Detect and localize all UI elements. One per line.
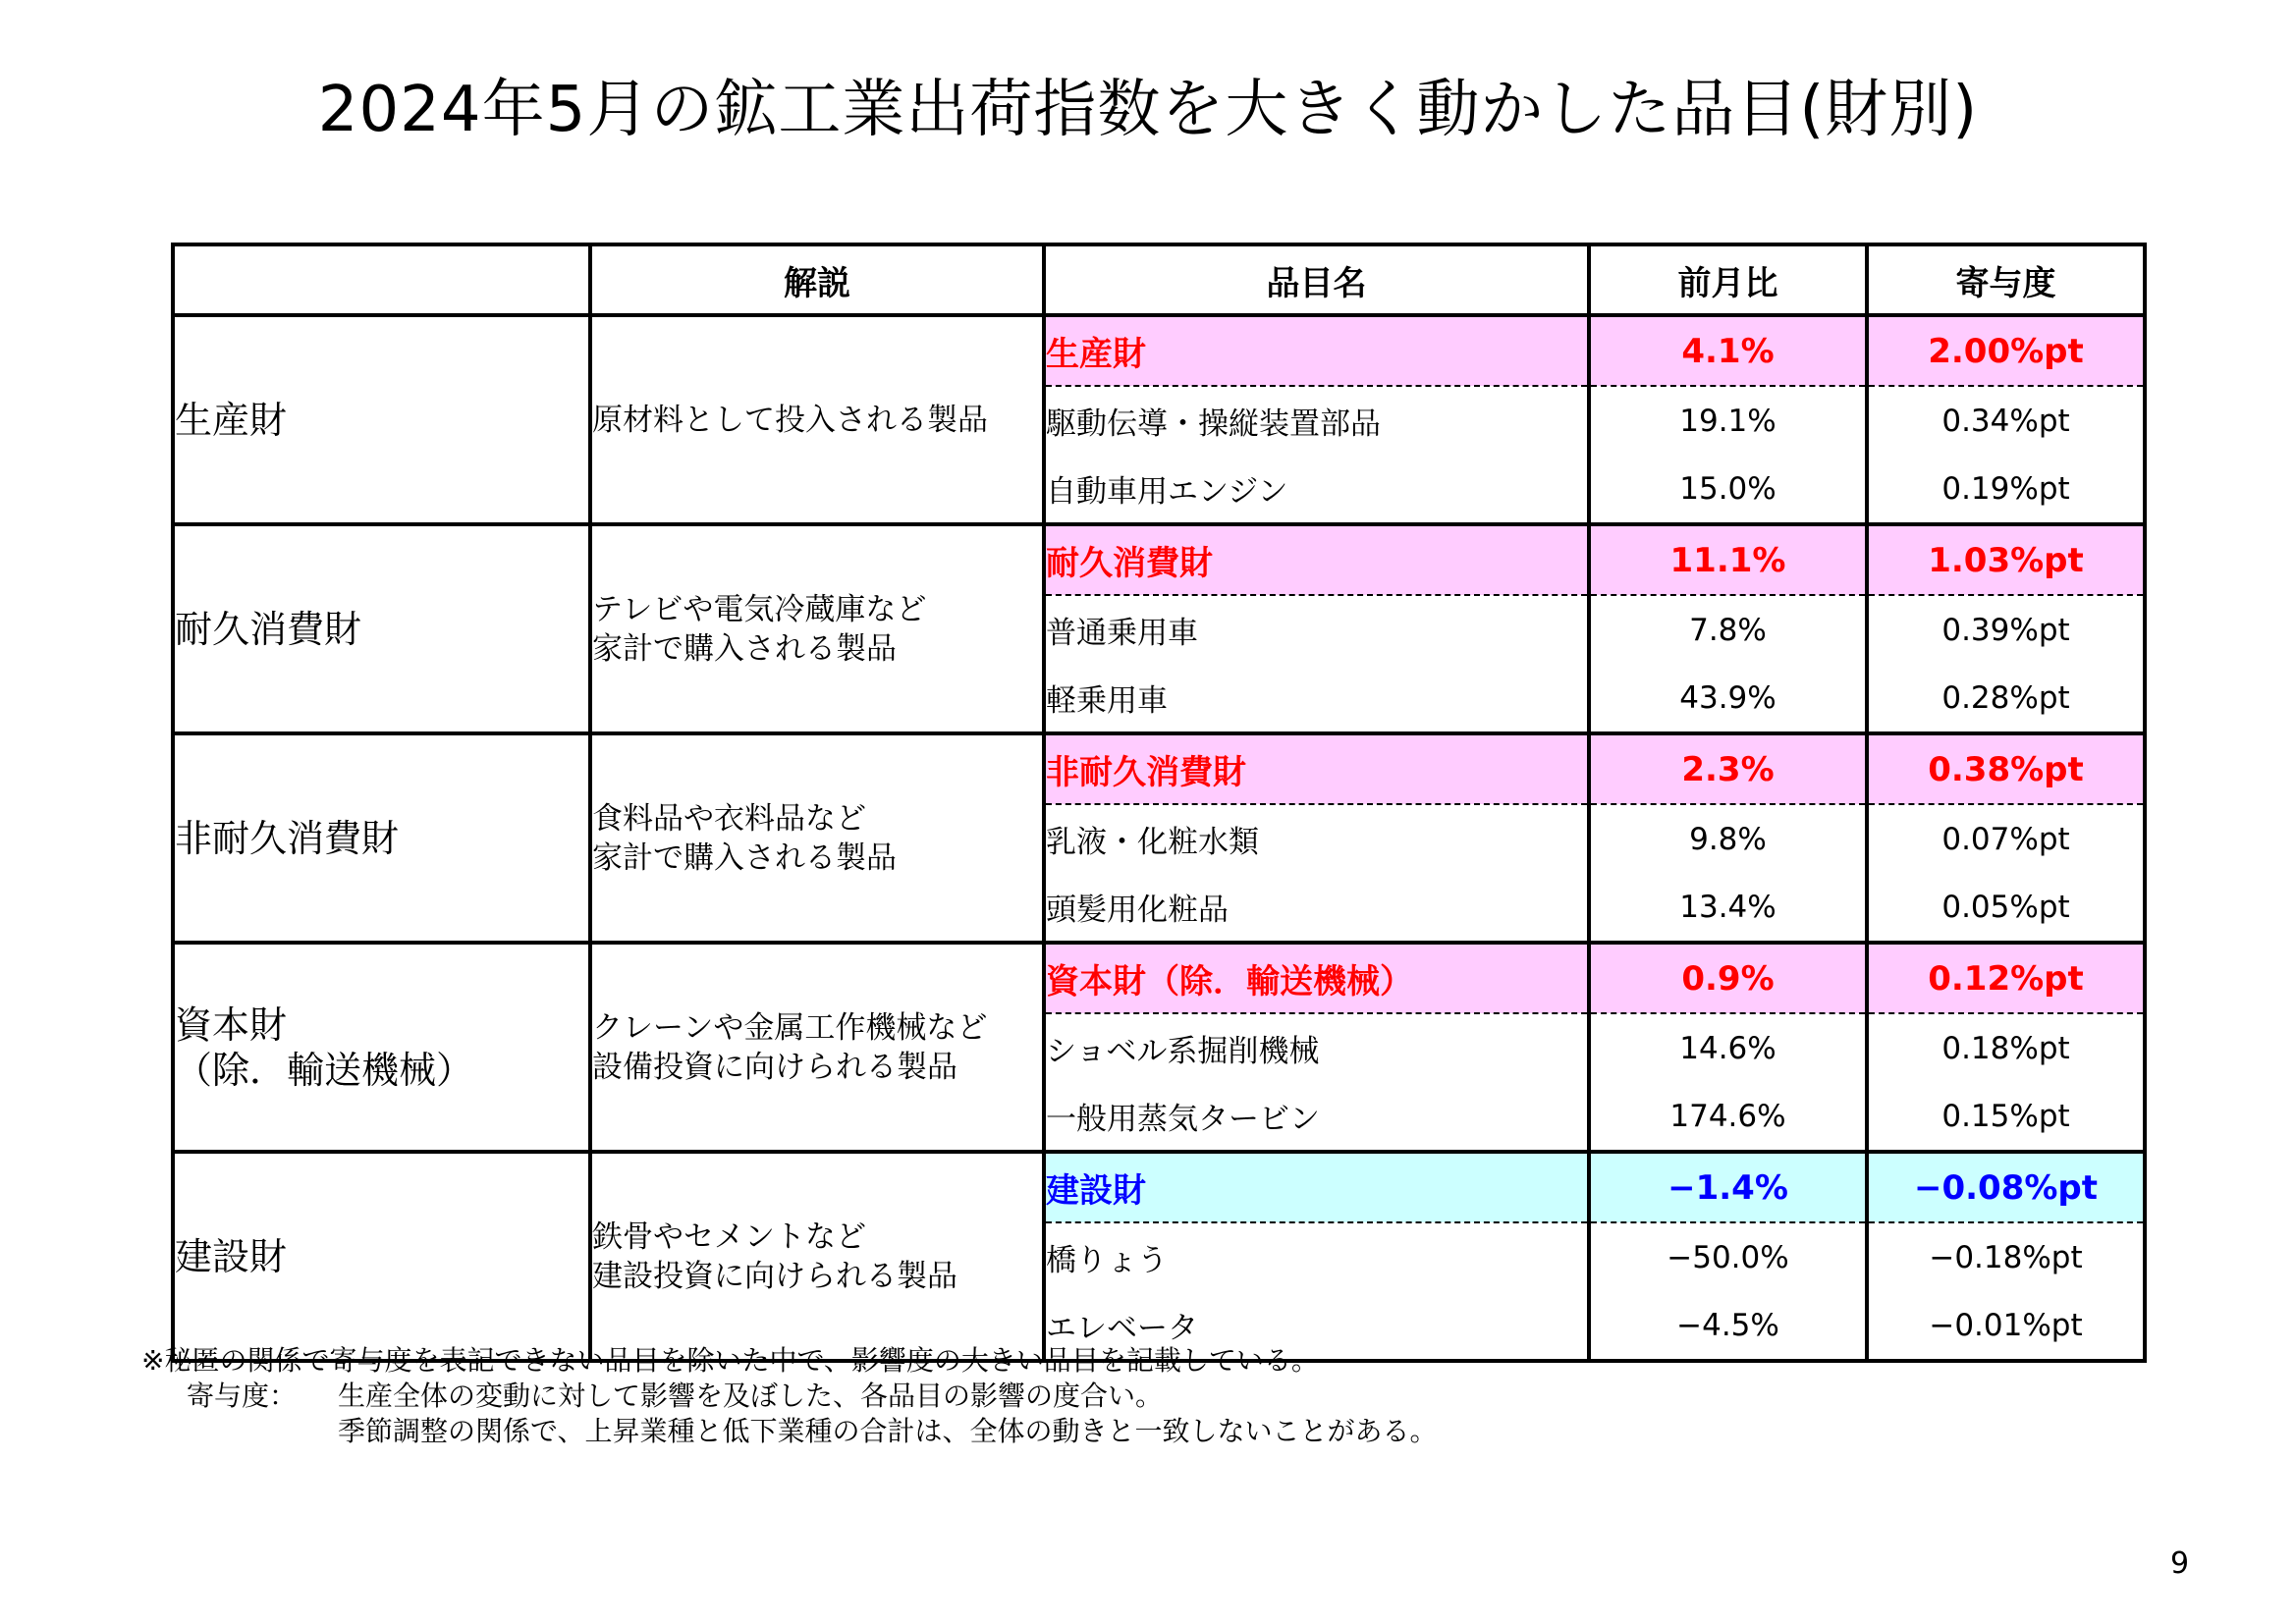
contribution-value: 0.34%pt	[1867, 386, 2145, 455]
category-description	[590, 524, 1044, 733]
contribution-value: 0.39%pt	[1867, 595, 2145, 664]
footnote-line	[141, 1379, 1437, 1414]
footnote-line: ※秘匿の関係で寄与度を表記できない品目を除いた中で、影響度の大きい品目を記載している。	[141, 1344, 1319, 1377]
category-label-line: （除．輸送機械）	[175, 1048, 474, 1092]
item-name: 自動車用エンジン	[1044, 455, 1589, 524]
description-line: 建設投資に向けられる製品	[592, 1258, 957, 1294]
table-row	[173, 943, 2145, 1013]
contribution-value: −0.18%pt	[1867, 1222, 2145, 1291]
category-label: 生産財	[173, 315, 590, 524]
category-label-line: 資本財	[175, 1002, 288, 1047]
category-description	[590, 1152, 1044, 1361]
description-line: 設備投資に向けられる製品	[592, 1049, 957, 1085]
mom-value: 11.1%	[1589, 524, 1867, 595]
header-description: 解説	[590, 244, 1044, 315]
category-description	[590, 733, 1044, 943]
category-description	[590, 943, 1044, 1152]
item-name: 非耐久消費財	[1044, 733, 1589, 804]
footnote-label: 寄与度：	[187, 1380, 298, 1412]
contribution-value: 2.00%pt	[1867, 315, 2145, 386]
item-name: 橋りょう	[1044, 1222, 1589, 1291]
header-contribution: 寄与度	[1867, 244, 2145, 315]
mom-value: −50.0%	[1589, 1222, 1867, 1291]
description-line: 家計で購入される製品	[592, 839, 897, 876]
item-name: 軽乗用車	[1044, 664, 1589, 733]
item-name: 建設財	[1044, 1152, 1589, 1222]
contribution-value: 0.15%pt	[1867, 1082, 2145, 1152]
mom-value: 13.4%	[1589, 873, 1867, 943]
footnote-text: 生産全体の変動に対して影響を及ぼした、各品目の影響の度合い。	[338, 1380, 1164, 1412]
header-mom-change: 前月比	[1589, 244, 1867, 315]
category-label: 耐久消費財	[173, 524, 590, 733]
category-label	[173, 943, 590, 1152]
header-blank	[173, 244, 590, 315]
contribution-value: −0.08%pt	[1867, 1152, 2145, 1222]
table-row	[173, 1152, 2145, 1222]
mom-value: 15.0%	[1589, 455, 1867, 524]
item-name: 普通乗用車	[1044, 595, 1589, 664]
mom-value: 14.6%	[1589, 1013, 1867, 1082]
page-number: 9	[2170, 1546, 2190, 1581]
mom-value: −4.5%	[1589, 1291, 1867, 1361]
mom-value: 174.6%	[1589, 1082, 1867, 1152]
contribution-value: 1.03%pt	[1867, 524, 2145, 595]
item-name: 耐久消費財	[1044, 524, 1589, 595]
category-label: 建設財	[173, 1152, 590, 1361]
contribution-value: 0.12%pt	[1867, 943, 2145, 1013]
mom-value: −1.4%	[1589, 1152, 1867, 1222]
contribution-value: 0.28%pt	[1867, 664, 2145, 733]
item-name: 頭髪用化粧品	[1044, 873, 1589, 943]
mom-value: 2.3%	[1589, 733, 1867, 804]
contribution-value: 0.05%pt	[1867, 873, 2145, 943]
item-name: 生産財	[1044, 315, 1589, 386]
mom-value: 4.1%	[1589, 315, 1867, 386]
item-name: 駆動伝導・操縦装置部品	[1044, 386, 1589, 455]
page-title: 2024年5月の鉱工業出荷指数を大きく動かした品目(財別)	[317, 74, 1979, 146]
mom-value: 7.8%	[1589, 595, 1867, 664]
item-name: ショベル系掘削機械	[1044, 1013, 1589, 1082]
description-line: クレーンや金属工作機械など	[592, 1009, 988, 1046]
description-line: 食料品や衣料品など	[592, 800, 866, 837]
contribution-value: −0.01%pt	[1867, 1291, 2145, 1361]
item-name: エレベータ	[1044, 1291, 1589, 1361]
contribution-value: 0.38%pt	[1867, 733, 2145, 804]
table-row	[173, 315, 2145, 386]
category-label: 非耐久消費財	[173, 733, 590, 943]
contribution-value: 0.19%pt	[1867, 455, 2145, 524]
table-header-row	[173, 244, 2145, 315]
goods-table	[171, 243, 2147, 1363]
footnotes	[141, 1343, 1437, 1449]
item-name: 乳液・化粧水類	[1044, 804, 1589, 873]
table-row	[173, 733, 2145, 804]
description-line: 家計で購入される製品	[592, 630, 897, 667]
description-line: テレビや電気冷蔵庫など	[592, 591, 927, 627]
item-name: 資本財（除．輸送機械）	[1044, 943, 1589, 1013]
contribution-value: 0.18%pt	[1867, 1013, 2145, 1082]
mom-value: 9.8%	[1589, 804, 1867, 873]
header-item-name: 品目名	[1044, 244, 1589, 315]
item-name: 一般用蒸気タービン	[1044, 1082, 1589, 1152]
contribution-value: 0.07%pt	[1867, 804, 2145, 873]
mom-value: 43.9%	[1589, 664, 1867, 733]
mom-value: 19.1%	[1589, 386, 1867, 455]
table-row	[173, 524, 2145, 595]
mom-value: 0.9%	[1589, 943, 1867, 1013]
category-description: 原材料として投入される製品	[590, 315, 1044, 524]
description-line: 鉄骨やセメントなど	[592, 1218, 866, 1255]
footnote-line: 季節調整の関係で、上昇業種と低下業種の合計は、全体の動きと一致しないことがある。	[338, 1415, 1438, 1447]
